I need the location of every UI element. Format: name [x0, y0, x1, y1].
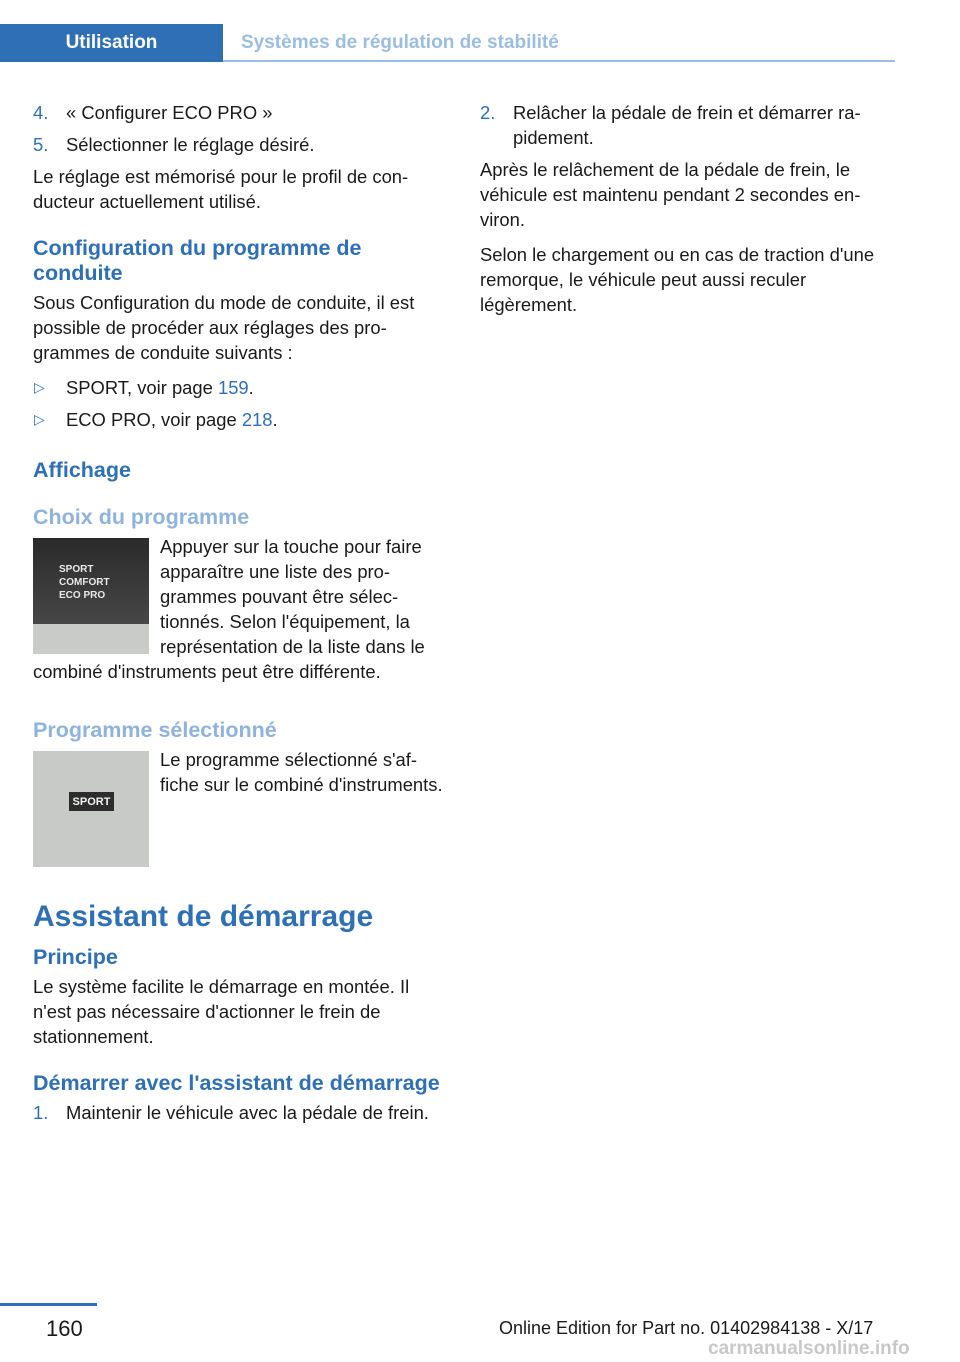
program-list-image — [33, 538, 149, 654]
paragraph-memo: Le réglage est mémorisé pour le profil de conducteur actuellement utilisé. — [33, 166, 409, 212]
left-column — [33, 100, 448, 1132]
paragraph-release: Après le relâchement de la pédale de frein, le véhicule est maintenu pendant 2 secondes environ. — [480, 159, 861, 230]
step-1 — [33, 1100, 448, 1125]
bullet-text: SPORT, voir page — [66, 377, 218, 398]
sport-badge: SPORT — [69, 792, 114, 811]
heading-selected: Programme sélectionné — [33, 718, 277, 742]
step-text: Relâcher la pédale de frein et démarrer rapidement. — [513, 102, 861, 148]
heading-demarrer: Démarrer avec l'assistant de démarrage — [33, 1071, 440, 1095]
step-number: 5. — [33, 134, 49, 155]
triangle-bullet-icon: ▷ — [34, 411, 45, 427]
paragraph-selected: Le programme sélectionné s'affiche sur le combiné d'instruments. — [160, 749, 443, 795]
page-link[interactable]: 159 — [217, 377, 249, 398]
image-line: COMFORT — [59, 577, 110, 588]
step-text: Maintenir le véhicule avec la pédale de frein. — [66, 1102, 429, 1123]
paragraph-load: Selon le chargement ou en cas de traction d'une remorque, le véhicule peut aussi reculer légèrement. — [480, 244, 875, 315]
edition-note: Online Edition for Part no. 01402984138 - X/17 — [499, 1318, 874, 1338]
step-number: 2. — [480, 102, 496, 123]
header-rule — [223, 60, 895, 62]
figure-block-selected — [33, 747, 448, 869]
selected-program-image — [33, 751, 149, 867]
heading-choix: Choix du programme — [33, 505, 250, 529]
bullet-text: ECO PRO, voir page — [66, 409, 242, 430]
page-number: 160 — [46, 1316, 83, 1341]
step-5 — [33, 132, 448, 157]
chapter-tab: Utilisation — [0, 24, 223, 62]
heading-affichage: Affichage — [33, 458, 131, 482]
figure-block-choix — [33, 534, 448, 694]
heading-config: Configuration du programme de conduite — [33, 236, 362, 285]
step-4 — [33, 100, 448, 125]
step-number: 4. — [33, 102, 49, 123]
step-text: Sélectionner le réglage désiré. — [66, 134, 315, 155]
page-header — [0, 24, 895, 62]
bullet-eco-pro: ▷ ECO PRO, voir page 218. — [34, 409, 278, 430]
image-line: ECO PRO — [59, 590, 106, 601]
watermark: carmanualsonline.info — [708, 1338, 910, 1359]
step-text: « Configurer ECO PRO » — [66, 102, 273, 123]
footer-rule — [0, 1303, 97, 1306]
image-line: SPORT — [59, 564, 94, 575]
heading-principe: Principe — [33, 945, 118, 969]
right-column — [480, 100, 895, 327]
triangle-bullet-icon: ▷ — [34, 379, 45, 395]
page-link[interactable]: 218 — [241, 409, 273, 430]
paragraph-config: Sous Configuration du mode de conduite, il est possible de procéder aux réglages des programmes de conduite suivants : — [33, 292, 415, 363]
paragraph-choix: Appuyer sur la touche pour faire apparaître une liste des programmes pouvant être sélectionnés. Selon l'équipement, la représentation de la liste dans le combiné d'instruments peut être différente. — [33, 536, 425, 682]
heading-assistant: Assistant de démarrage — [33, 900, 374, 933]
paragraph-principe: Le système facilite le démarrage en montée. Il n'est pas nécessaire d'actionner le frein de stationnement. — [33, 976, 410, 1047]
bullet-sport: ▷ SPORT, voir page 159. — [34, 377, 254, 398]
section-title: Systèmes de régulation de stabilité — [241, 32, 559, 53]
step-number: 1. — [33, 1102, 49, 1123]
step-2 — [480, 100, 895, 150]
